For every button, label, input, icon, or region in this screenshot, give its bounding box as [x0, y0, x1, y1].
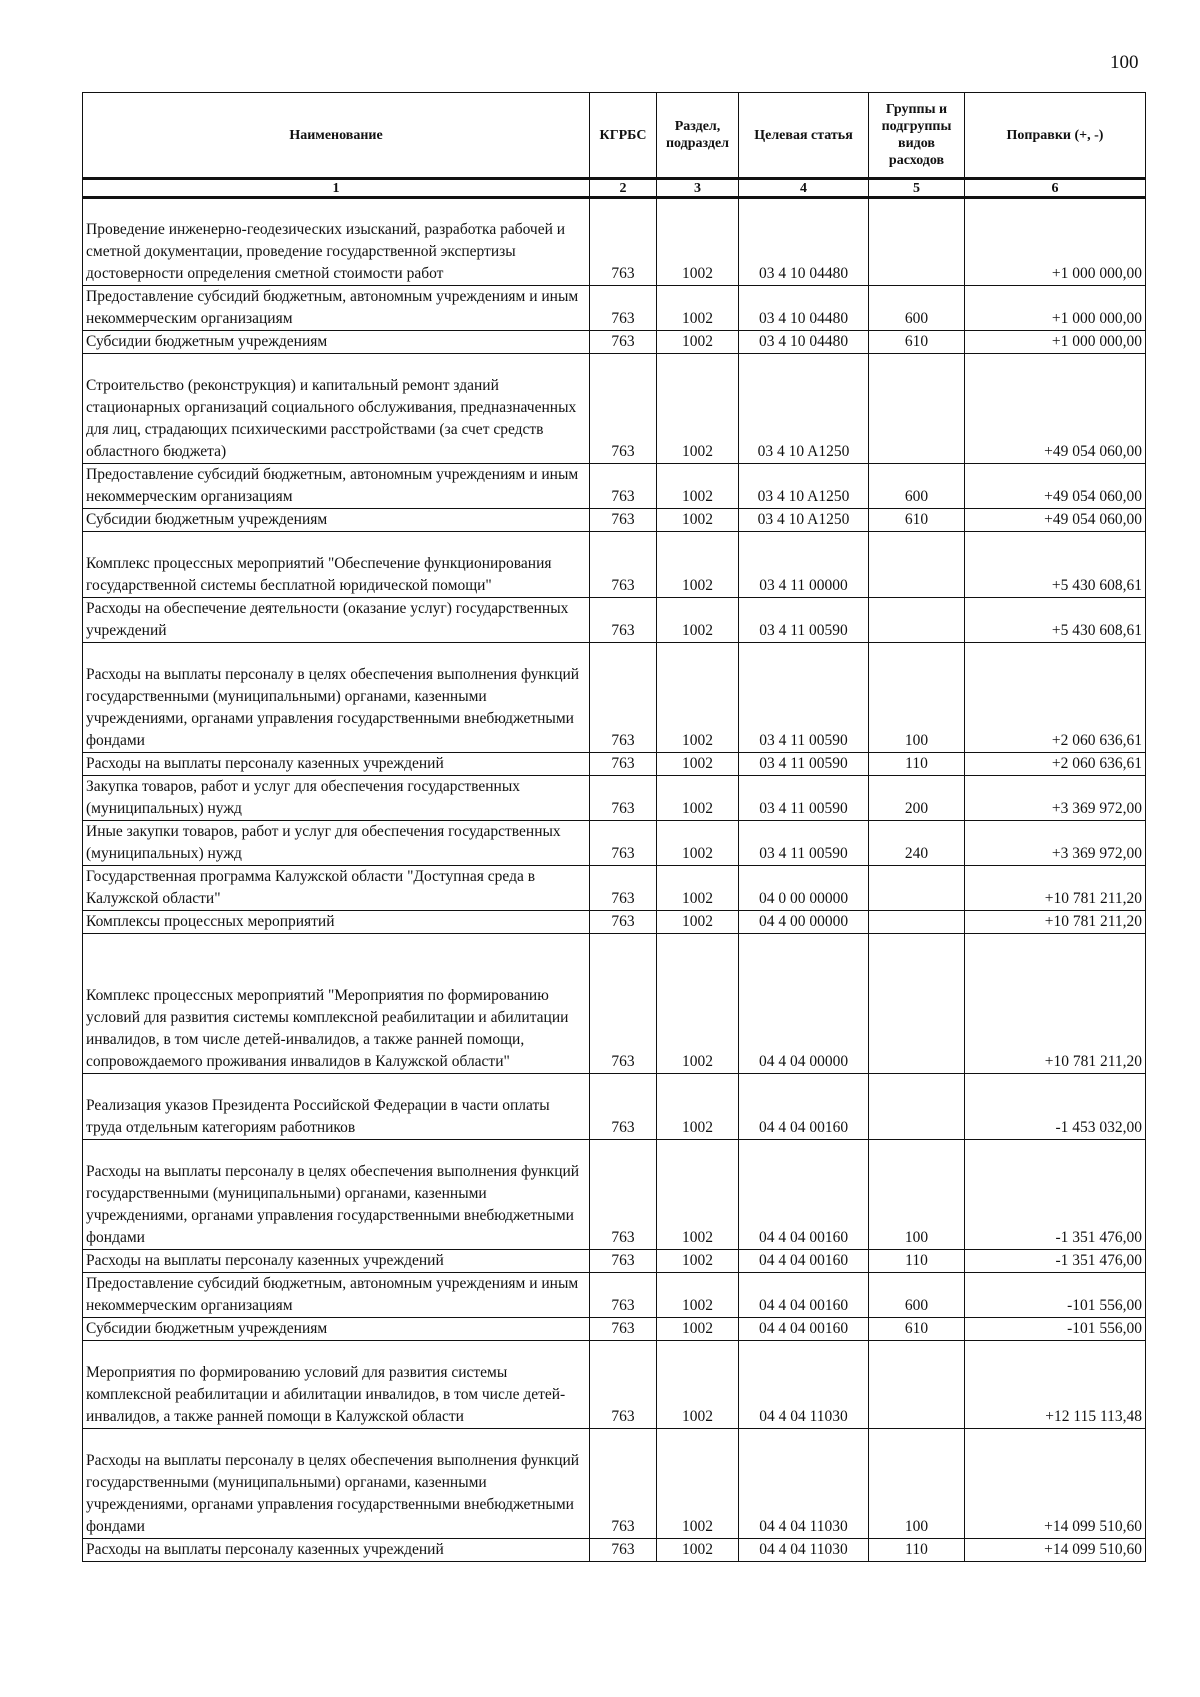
row-name: Иные закупки товаров, работ и услуг для обеспечения государственных (муниципальных) нужд — [83, 821, 590, 866]
row-name: Комплекс процессных мероприятий "Мероприятия по формированию условий для развития системы комплексной реабилитации и абилитации инвалидов, в том числе детей-инвалидов, а также ранней помощи, сопровождаемого проживания инвалидов в Калужской области" — [83, 934, 590, 1074]
row-amount: +49 054 060,00 — [965, 509, 1146, 532]
row-kgrbs: 763 — [590, 286, 657, 331]
row-target-article: 03 4 10 A1250 — [739, 509, 869, 532]
row-section: 1002 — [657, 776, 739, 821]
row-amount: +2 060 636,61 — [965, 643, 1146, 753]
table-row — [83, 509, 1146, 532]
row-kgrbs: 763 — [590, 509, 657, 532]
row-expense-type: 110 — [869, 1539, 965, 1562]
row-name: Комплексы процессных мероприятий — [83, 911, 590, 934]
table-row — [83, 866, 1146, 911]
header-row — [83, 93, 1146, 179]
budget-table — [82, 92, 1146, 1562]
table-row — [83, 821, 1146, 866]
row-expense-type: 610 — [869, 509, 965, 532]
table-row — [83, 776, 1146, 821]
row-section: 1002 — [657, 331, 739, 354]
row-name: Расходы на обеспечение деятельности (оказание услуг) государственных учреждений — [83, 598, 590, 643]
row-expense-type — [869, 354, 965, 464]
row-expense-type: 100 — [869, 1140, 965, 1250]
row-name: Закупка товаров, работ и услуг для обеспечения государственных (муниципальных) нужд — [83, 776, 590, 821]
row-target-article: 04 4 04 00160 — [739, 1318, 869, 1341]
row-name: Расходы на выплаты персоналу в целях обеспечения выполнения функций государственными (муниципальными) органами, казенными учреждениями, органами управления государственными внебюджетными фондами — [83, 643, 590, 753]
row-amount: -101 556,00 — [965, 1273, 1146, 1318]
row-name: Предоставление субсидий бюджетным, автономным учреждениям и иным некоммерческим организациям — [83, 464, 590, 509]
header-name: Наименование — [83, 93, 590, 179]
row-amount: +14 099 510,60 — [965, 1429, 1146, 1539]
header-expense-type: Группы и подгруппы видов расходов — [869, 93, 965, 179]
table-row — [83, 934, 1146, 1074]
header-kgrbs: КГРБС — [590, 93, 657, 179]
row-expense-type — [869, 934, 965, 1074]
header-number-row — [83, 179, 1146, 198]
table-row — [83, 911, 1146, 934]
row-name: Предоставление субсидий бюджетным, автономным учреждениям и иным некоммерческим организациям — [83, 286, 590, 331]
row-target-article: 04 4 04 00000 — [739, 934, 869, 1074]
row-amount: +49 054 060,00 — [965, 354, 1146, 464]
row-kgrbs: 763 — [590, 866, 657, 911]
row-amount: +10 781 211,20 — [965, 866, 1146, 911]
row-amount: +3 369 972,00 — [965, 776, 1146, 821]
row-target-article: 03 4 11 00590 — [739, 753, 869, 776]
row-expense-type: 600 — [869, 464, 965, 509]
row-section: 1002 — [657, 509, 739, 532]
table-row — [83, 1429, 1146, 1539]
row-target-article: 04 4 04 00160 — [739, 1074, 869, 1140]
header-num-5: 5 — [869, 179, 965, 198]
row-name: Субсидии бюджетным учреждениям — [83, 509, 590, 532]
row-expense-type — [869, 911, 965, 934]
row-target-article: 03 4 10 04480 — [739, 198, 869, 286]
page-number: 100 — [1110, 52, 1139, 73]
row-expense-type — [869, 866, 965, 911]
row-target-article: 04 4 04 00160 — [739, 1273, 869, 1318]
table-row — [83, 1341, 1146, 1429]
row-name: Мероприятия по формированию условий для развития системы комплексной реабилитации и абилитации инвалидов, в том числе детей-инвалидов, а также ранней помощи в Калужской области — [83, 1341, 590, 1429]
row-section: 1002 — [657, 1318, 739, 1341]
row-expense-type — [869, 532, 965, 598]
row-kgrbs: 763 — [590, 1250, 657, 1273]
row-kgrbs: 763 — [590, 354, 657, 464]
row-target-article: 03 4 10 04480 — [739, 331, 869, 354]
row-section: 1002 — [657, 198, 739, 286]
row-section: 1002 — [657, 821, 739, 866]
row-name: Расходы на выплаты персоналу казенных учреждений — [83, 1539, 590, 1562]
row-name: Субсидии бюджетным учреждениям — [83, 1318, 590, 1341]
row-section: 1002 — [657, 1074, 739, 1140]
row-target-article: 04 4 04 11030 — [739, 1429, 869, 1539]
table-row — [83, 354, 1146, 464]
row-name: Реализация указов Президента Российской Федерации в части оплаты труда отдельным категориям работников — [83, 1074, 590, 1140]
row-expense-type — [869, 598, 965, 643]
row-section: 1002 — [657, 1273, 739, 1318]
row-target-article: 04 4 04 11030 — [739, 1539, 869, 1562]
row-name: Расходы на выплаты персоналу в целях обеспечения выполнения функций государственными (муниципальными) органами, казенными учреждениями, органами управления государственными внебюджетными фондами — [83, 1140, 590, 1250]
row-expense-type: 240 — [869, 821, 965, 866]
header-num-3: 3 — [657, 179, 739, 198]
row-expense-type: 110 — [869, 753, 965, 776]
table-row — [83, 1250, 1146, 1273]
row-amount: +49 054 060,00 — [965, 464, 1146, 509]
table-row — [83, 643, 1146, 753]
row-target-article: 04 4 00 00000 — [739, 911, 869, 934]
row-amount: +3 369 972,00 — [965, 821, 1146, 866]
row-section: 1002 — [657, 643, 739, 753]
table-row — [83, 1539, 1146, 1562]
row-amount: +1 000 000,00 — [965, 286, 1146, 331]
row-kgrbs: 763 — [590, 911, 657, 934]
row-expense-type — [869, 198, 965, 286]
row-expense-type — [869, 1341, 965, 1429]
row-name: Комплекс процессных мероприятий "Обеспечение функционирования государственной системы бесплатной юридической помощи" — [83, 532, 590, 598]
row-section: 1002 — [657, 286, 739, 331]
row-kgrbs: 763 — [590, 776, 657, 821]
header-num-6: 6 — [965, 179, 1146, 198]
row-section: 1002 — [657, 1140, 739, 1250]
table-row — [83, 198, 1146, 286]
row-name: Строительство (реконструкция) и капитальный ремонт зданий стационарных организаций социального обслуживания, предназначенных для лиц, страдающих психическими расстройствами (за счет средств областного бюджета) — [83, 354, 590, 464]
row-amount: +10 781 211,20 — [965, 911, 1146, 934]
row-expense-type: 100 — [869, 1429, 965, 1539]
row-amount: +12 115 113,48 — [965, 1341, 1146, 1429]
header-num-1: 1 — [83, 179, 590, 198]
row-amount: +2 060 636,61 — [965, 753, 1146, 776]
row-amount: -1 351 476,00 — [965, 1140, 1146, 1250]
row-expense-type: 200 — [869, 776, 965, 821]
table-body — [83, 198, 1146, 1562]
table-row — [83, 1074, 1146, 1140]
row-target-article: 04 4 04 00160 — [739, 1250, 869, 1273]
row-name: Расходы на выплаты персоналу в целях обеспечения выполнения функций государственными (муниципальными) органами, казенными учреждениями, органами управления государственными внебюджетными фондами — [83, 1429, 590, 1539]
row-name: Государственная программа Калужской области "Доступная среда в Калужской области" — [83, 866, 590, 911]
row-kgrbs: 763 — [590, 753, 657, 776]
row-kgrbs: 763 — [590, 1341, 657, 1429]
row-name: Расходы на выплаты персоналу казенных учреждений — [83, 1250, 590, 1273]
row-expense-type: 600 — [869, 286, 965, 331]
row-target-article: 04 4 04 11030 — [739, 1341, 869, 1429]
row-amount: +10 781 211,20 — [965, 934, 1146, 1074]
row-section: 1002 — [657, 934, 739, 1074]
row-target-article: 03 4 11 00590 — [739, 821, 869, 866]
row-kgrbs: 763 — [590, 1539, 657, 1562]
row-kgrbs: 763 — [590, 464, 657, 509]
row-name: Проведение инженерно-геодезических изысканий, разработка рабочей и сметной документации, проведение государственной экспертизы достоверности определения сметной стоимости работ — [83, 198, 590, 286]
row-section: 1002 — [657, 598, 739, 643]
row-section: 1002 — [657, 911, 739, 934]
row-amount: -101 556,00 — [965, 1318, 1146, 1341]
table-row — [83, 753, 1146, 776]
row-kgrbs: 763 — [590, 643, 657, 753]
row-amount: +1 000 000,00 — [965, 198, 1146, 286]
table-row — [83, 1273, 1146, 1318]
row-section: 1002 — [657, 1341, 739, 1429]
header-num-2: 2 — [590, 179, 657, 198]
row-amount: -1 351 476,00 — [965, 1250, 1146, 1273]
row-kgrbs: 763 — [590, 934, 657, 1074]
row-amount: +1 000 000,00 — [965, 331, 1146, 354]
row-kgrbs: 763 — [590, 1074, 657, 1140]
row-target-article: 03 4 11 00000 — [739, 532, 869, 598]
row-amount: +5 430 608,61 — [965, 532, 1146, 598]
row-kgrbs: 763 — [590, 1318, 657, 1341]
table-row — [83, 464, 1146, 509]
row-expense-type — [869, 1074, 965, 1140]
row-section: 1002 — [657, 1429, 739, 1539]
row-name: Субсидии бюджетным учреждениям — [83, 331, 590, 354]
table-row — [83, 598, 1146, 643]
row-name: Предоставление субсидий бюджетным, автономным учреждениям и иным некоммерческим организациям — [83, 1273, 590, 1318]
row-kgrbs: 763 — [590, 821, 657, 866]
row-kgrbs: 763 — [590, 532, 657, 598]
row-kgrbs: 763 — [590, 1273, 657, 1318]
row-expense-type: 610 — [869, 331, 965, 354]
row-kgrbs: 763 — [590, 598, 657, 643]
row-target-article: 03 4 10 A1250 — [739, 464, 869, 509]
row-target-article: 03 4 11 00590 — [739, 598, 869, 643]
table-row — [83, 1140, 1146, 1250]
row-name: Расходы на выплаты персоналу казенных учреждений — [83, 753, 590, 776]
row-expense-type: 100 — [869, 643, 965, 753]
table-row — [83, 1318, 1146, 1341]
row-target-article: 04 4 04 00160 — [739, 1140, 869, 1250]
row-section: 1002 — [657, 1250, 739, 1273]
row-expense-type: 610 — [869, 1318, 965, 1341]
row-target-article: 03 4 10 A1250 — [739, 354, 869, 464]
row-amount: +5 430 608,61 — [965, 598, 1146, 643]
header-num-4: 4 — [739, 179, 869, 198]
row-kgrbs: 763 — [590, 198, 657, 286]
row-expense-type: 600 — [869, 1273, 965, 1318]
header-target-article: Целевая статья — [739, 93, 869, 179]
table-row — [83, 286, 1146, 331]
row-section: 1002 — [657, 354, 739, 464]
header-amendments: Поправки (+, -) — [965, 93, 1146, 179]
row-section: 1002 — [657, 1539, 739, 1562]
row-target-article: 04 0 00 00000 — [739, 866, 869, 911]
row-target-article: 03 4 11 00590 — [739, 643, 869, 753]
header-section: Раздел, подраздел — [657, 93, 739, 179]
row-amount: +14 099 510,60 — [965, 1539, 1146, 1562]
row-kgrbs: 763 — [590, 1429, 657, 1539]
table-row — [83, 331, 1146, 354]
row-target-article: 03 4 11 00590 — [739, 776, 869, 821]
table-row — [83, 532, 1146, 598]
row-amount: -1 453 032,00 — [965, 1074, 1146, 1140]
row-section: 1002 — [657, 532, 739, 598]
row-kgrbs: 763 — [590, 1140, 657, 1250]
row-section: 1002 — [657, 866, 739, 911]
row-section: 1002 — [657, 753, 739, 776]
row-target-article: 03 4 10 04480 — [739, 286, 869, 331]
row-section: 1002 — [657, 464, 739, 509]
row-kgrbs: 763 — [590, 331, 657, 354]
row-expense-type: 110 — [869, 1250, 965, 1273]
